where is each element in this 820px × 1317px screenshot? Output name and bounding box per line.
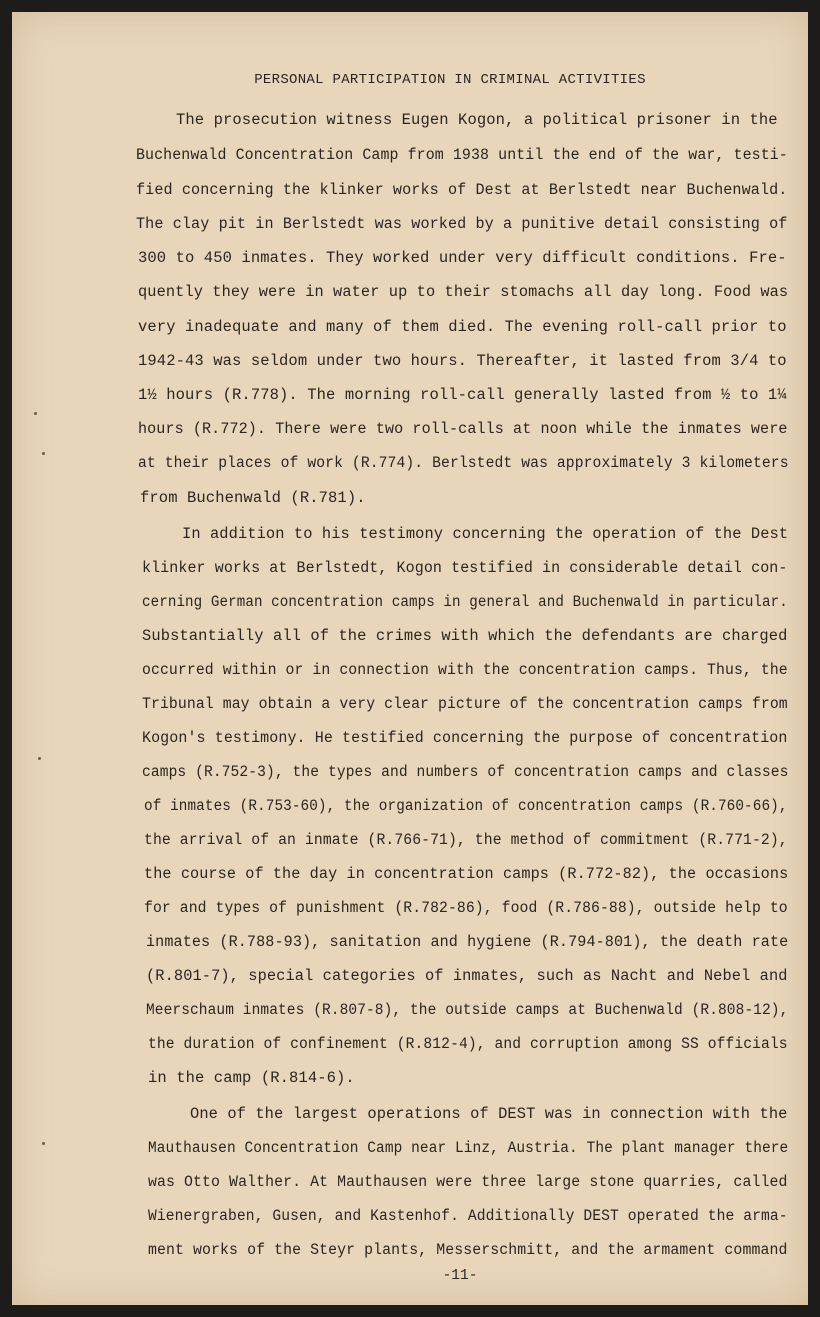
page-number: -11-	[442, 1268, 478, 1284]
punch-mark	[42, 452, 45, 455]
text-line: 1942-43 was seldom under two hours. Thereafter, it lasted from 3/4 to	[138, 352, 787, 370]
text-line: in the camp (R.814-6).	[148, 1069, 355, 1087]
text-line: The clay pit in Berlstedt was worked by a punitive detail consisting of	[136, 215, 788, 233]
text-line: hours (R.772). There were two roll-calls at noon while the inmates were	[138, 420, 788, 438]
text-line: Substantially all of the crimes with which the defendants are charged	[142, 627, 788, 645]
text-line: for and types of punishment (R.782-86), food (R.786-88), outside help to	[144, 899, 788, 917]
text-line: The prosecution witness Eugen Kogon, a political prisoner in the	[176, 111, 778, 129]
text-line: Buchenwald Concentration Camp from 1938 until the end of the war, testi-	[136, 146, 788, 164]
text-line: very inadequate and many of them died. The evening roll-call prior to	[138, 318, 787, 336]
text-line: Wienergraben, Gusen, and Kastenhof. Additionally DEST operated the arma-	[148, 1207, 788, 1225]
text-line: Kogon's testimony. He testified concerning the purpose of concentration	[142, 729, 788, 747]
text-line: fied concerning the klinker works of Dest at Berlstedt near Buchenwald.	[136, 181, 788, 199]
punch-mark	[34, 412, 37, 415]
text-line: (R.801-7), special categories of inmates, such as Nacht and Nebel and	[146, 967, 788, 985]
text-line: 1½ hours (R.778). The morning roll-call generally lasted from ½ to 1¼	[138, 386, 787, 404]
document-title: PERSONAL PARTICIPATION IN CRIMINAL ACTIVITIES	[254, 72, 646, 88]
text-line: inmates (R.788-93), sanitation and hygiene (R.794-801), the death rate	[146, 933, 789, 951]
text-line: Meerschaum inmates (R.807-8), the outside camps at Buchenwald (R.808-12),	[146, 1001, 789, 1019]
text-line: was Otto Walther. At Mauthausen were three large stone quarries, called	[148, 1173, 788, 1191]
text-line: quently they were in water up to their stomachs all day long. Food was	[138, 283, 789, 301]
text-line: ment works of the Steyr plants, Messerschmitt, and the armament command	[148, 1241, 788, 1259]
text-line: at their places of work (R.774). Berlstedt was approximately 3 kilometers	[138, 454, 789, 472]
document-page	[12, 12, 808, 1305]
text-line: klinker works at Berlstedt, Kogon testified in considerable detail con-	[142, 559, 788, 577]
text-line: cerning German concentration camps in general and Buchenwald in particular.	[142, 593, 788, 611]
punch-mark	[42, 1142, 45, 1145]
text-line: occurred within or in connection with the concentration camps. Thus, the	[142, 661, 788, 679]
text-line: Mauthausen Concentration Camp near Linz, Austria. The plant manager there	[148, 1139, 789, 1157]
text-line: In addition to his testimony concerning the operation of the Dest	[182, 525, 789, 543]
text-line: the arrival of an inmate (R.766-71), the method of commitment (R.771-2),	[144, 831, 788, 849]
text-line: camps (R.752-3), the types and numbers of concentration camps and classes	[142, 763, 789, 781]
text-line: from Buchenwald (R.781).	[140, 489, 366, 507]
text-line: the duration of confinement (R.812-4), and corruption among SS officials	[148, 1035, 788, 1053]
text-line: the course of the day in concentration camps (R.772-82), the occasions	[144, 865, 789, 883]
punch-mark	[38, 757, 41, 760]
text-line: of inmates (R.753-60), the organization of concentration camps (R.760-66),	[144, 797, 788, 815]
text-line: Tribunal may obtain a very clear picture of the concentration camps from	[142, 695, 788, 713]
text-line: One of the largest operations of DEST was in connection with the	[190, 1105, 788, 1123]
text-line: 300 to 450 inmates. They worked under very difficult conditions. Fre-	[138, 249, 787, 267]
